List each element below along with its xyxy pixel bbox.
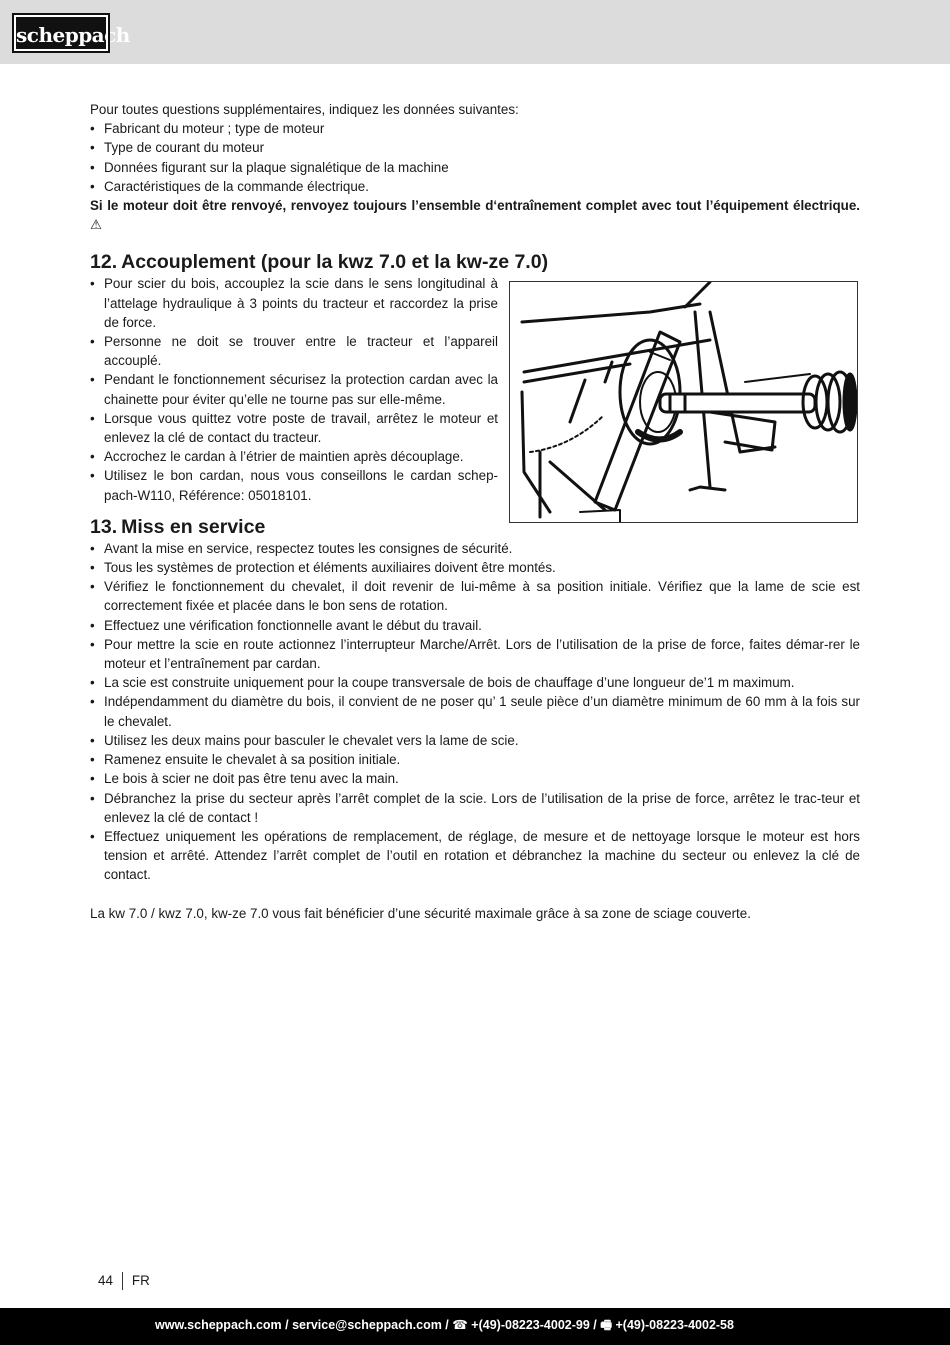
- list-item: • Le bois à scier ne doit pas être tenu avec la main.: [90, 769, 860, 788]
- footer-divider: [122, 1272, 123, 1290]
- list-item: • Tous les systèmes de protection et éléments auxiliaires doivent être montés.: [90, 558, 860, 577]
- list-item: • Ramenez ensuite le chevalet à sa position initiale.: [90, 750, 860, 769]
- tractor-coupling-drawing: [510, 282, 857, 522]
- footer-contact: www.scheppach.com / service@scheppach.com / ☎ +(49)-08223-4002-99 / 🖷 +(49)-08223-4002-58: [155, 1318, 734, 1332]
- intro-list: [90, 119, 860, 196]
- list-item: • Personne ne doit se trouver entre le tracteur et l’appareil accouplé.: [90, 332, 498, 370]
- intro-lead: Pour toutes questions supplémentaires, indiquez les données suivantes:: [90, 102, 519, 117]
- section-number: 12.: [90, 251, 118, 274]
- section-12: [90, 274, 860, 504]
- list-item: • Pour mettre la scie en route actionnez l’interrupteur Marche/Arrêt. Lors de l’utilisation de la prise de force, faites démar-rer le moteur et l’entraînement par cardan.: [90, 635, 860, 673]
- warning-text: Si le moteur doit être renvoyé, renvoyez toujours l’ensemble d‘entraînement complet avec tout l’équipement électrique.: [90, 198, 860, 214]
- footer-bar: [0, 1308, 950, 1345]
- list-item: • Accrochez le cardan à l’étrier de maintien après découplage.: [90, 447, 498, 466]
- list-item: • Indépendamment du diamètre du bois, il convient de ne poser qu’ 1 seule pièce d’un diamètre minimum de 60 mm à la fois sur le chevalet.: [90, 692, 860, 730]
- list-item: • Effectuez une vérification fonctionnelle avant le début du travail.: [90, 616, 860, 635]
- list-item: • Effectuez uniquement les opérations de remplacement, de réglage, de mesure et de nettoyage lorsque le moteur est hors tension et arrêté. Attendez l’arrêt complet de l’outil en rotation et débranchez la machine du secteur ou enlevez la clé de contact.: [90, 827, 860, 885]
- page-footer-number: [98, 1271, 150, 1290]
- section-title: Miss en service: [121, 515, 266, 538]
- page-number: 44: [98, 1273, 113, 1288]
- list-item: • La scie est construite uniquement pour la coupe transversale de bois de chauffage d’une longueur de’1 m maximum.: [90, 673, 860, 692]
- list-item: • Avant la mise en service, respectez toutes les consignes de sécurité.: [90, 539, 860, 558]
- page-header: [0, 0, 950, 64]
- brand-logo: scheppach: [14, 15, 108, 51]
- section-13-list: [90, 539, 860, 885]
- list-item: • Pour scier du bois, accouplez la scie dans le sens longitudinal à l’attelage hydraulique à 3 points du tracteur et raccordez la prise de force.: [90, 274, 498, 332]
- list-item: • Caractéristiques de la commande électrique.: [90, 177, 860, 196]
- section-12-list: [90, 274, 498, 504]
- list-item: • Lorsque vous quittez votre poste de travail, arrêtez le moteur et enlevez la clé de contact du tracteur.: [90, 409, 498, 447]
- section-12-heading: [90, 250, 860, 274]
- page-content: [90, 100, 860, 923]
- list-item: • Utilisez le bon cardan, nous vous conseillons le cardan schep-pach-W110, Référence: 05018101.: [90, 466, 498, 504]
- section-title: Accouplement (pour la kwz 7.0 et la kw-ze 7.0): [121, 251, 549, 274]
- list-item: • Type de courant du moteur: [90, 138, 860, 157]
- list-item: • Vérifiez le fonctionnement du chevalet, il doit revenir de lui-même à sa position initiale. Vérifiez que la lame de scie est correctement fixée et placée dans le bon sens de rotation.: [90, 577, 860, 615]
- list-item: • Pendant le fonctionnement sécurisez la protection cardan avec la chainette pour éviter qu’elle ne tourne pas sur elle-même.: [90, 370, 498, 408]
- list-item: • Fabricant du moteur ; type de moteur: [90, 119, 860, 138]
- language-code: FR: [131, 1273, 150, 1288]
- section-number: 13.: [90, 515, 118, 538]
- list-item: • Débranchez la prise du secteur après l’arrêt complet de la scie. Lors de l’utilisation de la prise de force, arrêtez le trac-teur et enlevez la clé de contact !: [90, 789, 860, 827]
- closing-paragraph: La kw 7.0 / kwz 7.0, kw-ze 7.0 vous fait bénéficier d’une sécurité maximale grâce à sa zone de sciage couverte.: [90, 905, 751, 921]
- coupling-illustration: [509, 281, 858, 523]
- warning-icon: ⚠: [90, 217, 103, 233]
- list-item: • Données figurant sur la plaque signalétique de la machine: [90, 158, 860, 177]
- warning-paragraph: [90, 196, 860, 234]
- list-item: • Utilisez les deux mains pour basculer le chevalet vers la lame de scie.: [90, 731, 860, 750]
